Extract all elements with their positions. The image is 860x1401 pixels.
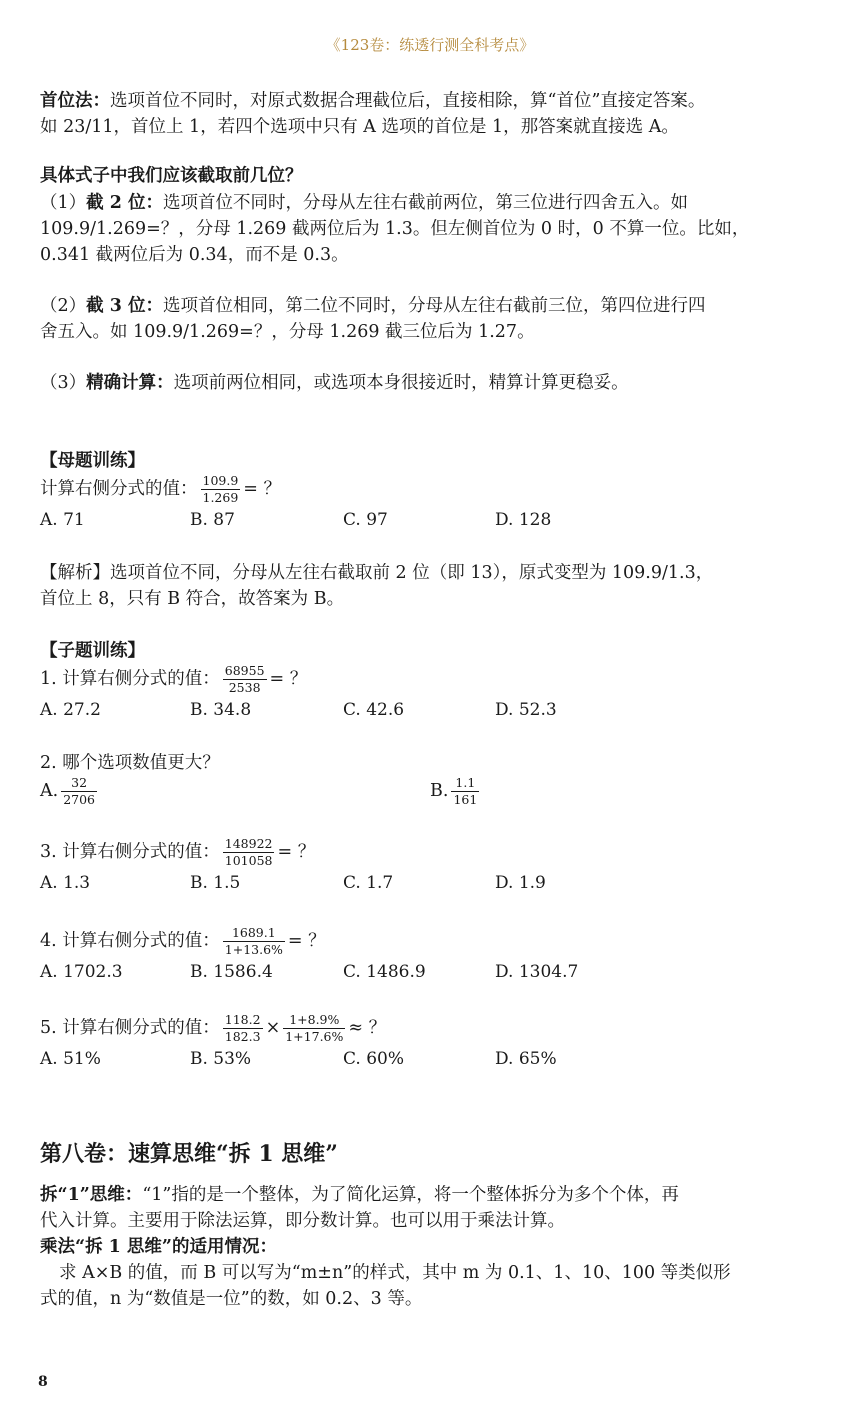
case1-line2: 109.9/1.269=？，分母 1.269 截两位后为 1.3。但左侧首位为 0 时，0 不算一位。比如， [40, 219, 750, 239]
case2-line1 [40, 293, 706, 319]
child-heading: 【子题训练】 [40, 641, 145, 661]
section-title: 第八卷：速算思维“拆 1 思维” [40, 1141, 338, 1167]
q1-option-b: B. 34.8 [190, 700, 252, 720]
fraction-denominator: 1+13.6% [224, 942, 283, 957]
q3-option-b: B. 1.5 [190, 873, 241, 893]
fraction-numerator: 1.1 [451, 776, 479, 792]
q4-option-d: D. 1304.7 [495, 962, 579, 982]
method-text: 选项首位不同时，对原式数据合理截位后，直接相除，算“首位”直接定答案。 [110, 91, 706, 111]
page-number: 8 [38, 1374, 48, 1390]
q5-option-b: B. 53% [190, 1049, 252, 1069]
fraction-denominator: 2538 [228, 680, 261, 695]
q1-prompt: 1. 计算右侧分式的值： [40, 669, 220, 689]
q5-fraction-1 [223, 1013, 263, 1044]
q5-option-a: A. 51% [40, 1049, 101, 1069]
q5-question [40, 1013, 386, 1044]
q2-a-fraction [61, 776, 97, 807]
mother-option-b: B. 87 [190, 510, 235, 530]
section8-line2: 代入计算。主要用于除法运算，即分数计算。也可以用于乘法计算。 [40, 1211, 565, 1231]
section8-line3: 求 A×B 的值，而 B 可以写为“m±n”的样式，其中 m 为 0.1、1、10、100 等类似形 [59, 1263, 731, 1283]
method-term: 首位法： [40, 91, 110, 111]
q1-option-d: D. 52.3 [495, 700, 557, 720]
q5-prompt: 5. 计算右侧分式的值： [40, 1018, 220, 1038]
mother-option-c: C. 97 [343, 510, 388, 530]
q3-option-d: D. 1.9 [495, 873, 546, 893]
fraction-numerator: 118.2 [224, 1012, 261, 1027]
q3-fraction [223, 837, 275, 868]
case1-lead: （1） [40, 193, 87, 213]
case3-lead: （3） [40, 373, 87, 393]
q2-a-label: A. [40, 781, 59, 801]
mother-heading: 【母题训练】 [40, 451, 145, 471]
q4-option-b: B. 1586.4 [190, 962, 273, 982]
q1-tail: = ？ [269, 669, 308, 689]
q4-prompt: 4. 计算右侧分式的值： [40, 931, 220, 951]
mother-prompt: 计算右侧分式的值： [40, 479, 198, 499]
fraction-denominator: 161 [453, 792, 478, 807]
q2-b-label: B. [430, 781, 449, 801]
section8-term: 拆“1”思维： [40, 1185, 143, 1205]
q2-option-a [40, 776, 100, 807]
method-paragraph-line1 [40, 88, 705, 114]
q2-option-b [430, 776, 482, 807]
case2-term: 截 3 位： [86, 296, 164, 316]
fraction-denominator: 2706 [63, 792, 96, 807]
fraction-denominator: 1.269 [202, 490, 239, 505]
q5-tail: ≈ ？ [348, 1018, 387, 1038]
section8-line1 [40, 1182, 679, 1208]
q5-option-c: C. 60% [343, 1049, 404, 1069]
case3-text: 选项前两位相同，或选项本身很接近时，精算计算更稳妥。 [173, 373, 629, 393]
section8-text: “1”指的是一个整体，为了简化运算，将一个整体拆分为多个个体，再 [142, 1185, 679, 1205]
q4-question [40, 926, 326, 957]
case1-term: 截 2 位： [86, 193, 164, 213]
analysis-line1: 【解析】选项首位不同，分母从左往右截取前 2 位（即 13），原式变型为 109.9/1.3， [40, 563, 714, 583]
mother-tail: = ？ [243, 479, 282, 499]
case1-line1 [40, 190, 688, 216]
fraction-numerator: 109.9 [202, 473, 239, 488]
q2-b-fraction [451, 776, 479, 807]
method-paragraph-line2: 如 23/11，首位上 1，若四个选项中只有 A 选项的首位是 1，那答案就直接选 A。 [40, 117, 679, 137]
case2-lead: （2） [40, 296, 87, 316]
case3-line1 [40, 370, 629, 396]
fraction-denominator: 1+17.6% [285, 1029, 344, 1044]
q3-tail: = ？ [277, 842, 316, 862]
section8-subheading: 乘法“拆 1 思维”的适用情况： [40, 1237, 277, 1257]
mother-question [40, 474, 281, 505]
q4-tail: = ？ [287, 931, 326, 951]
mother-option-a: A. 71 [40, 510, 85, 530]
q3-option-c: C. 1.7 [343, 873, 394, 893]
fraction-numerator: 1689.1 [223, 926, 285, 942]
case2-text: 选项首位相同，第二位不同时，分母从左往右截前三位，第四位进行四 [163, 296, 706, 316]
fraction-numerator: 32 [61, 776, 97, 792]
fraction-numerator: 1+8.9% [283, 1013, 345, 1029]
q3-question [40, 837, 315, 868]
q2-prompt: 2. 哪个选项数值更大？ [40, 753, 220, 773]
section8-line4: 式的值，n 为“数值是一位”的数，如 0.2、3 等。 [40, 1289, 423, 1309]
q5-fraction-2 [283, 1013, 345, 1044]
fraction-numerator: 148922 [224, 836, 273, 851]
mother-option-d: D. 128 [495, 510, 552, 530]
q4-option-a: A. 1702.3 [40, 962, 123, 982]
times-sign: × [265, 1018, 281, 1038]
case1-text: 选项首位不同时，分母从左往右截前两位，第三位进行四舍五入。如 [163, 193, 689, 213]
mother-fraction [201, 474, 241, 505]
analysis-line2: 首位上 8，只有 B 符合，故答案为 B。 [40, 589, 345, 609]
fraction-denominator: 101058 [224, 853, 273, 868]
q1-option-c: C. 42.6 [343, 700, 405, 720]
case3-term: 精确计算： [86, 373, 174, 393]
q3-prompt: 3. 计算右侧分式的值： [40, 842, 220, 862]
q1-question [40, 664, 307, 695]
question-title: 具体式子中我们应该截取前几位？ [40, 166, 303, 186]
q5-option-d: D. 65% [495, 1049, 557, 1069]
fraction-denominator: 182.3 [224, 1029, 261, 1044]
q1-option-a: A. 27.2 [40, 700, 101, 720]
q4-fraction [223, 926, 285, 957]
case1-line3: 0.341 截两位后为 0.34，而不是 0.3。 [40, 245, 349, 265]
page-header: 《123卷：练透行测全科考点》 [325, 36, 535, 54]
q1-fraction [223, 664, 267, 695]
case2-line2: 舍五入。如 109.9/1.269=？，分母 1.269 截三位后为 1.27。 [40, 322, 535, 342]
q4-option-c: C. 1486.9 [343, 962, 426, 982]
fraction-numerator: 68955 [224, 663, 265, 678]
q3-option-a: A. 1.3 [40, 873, 91, 893]
